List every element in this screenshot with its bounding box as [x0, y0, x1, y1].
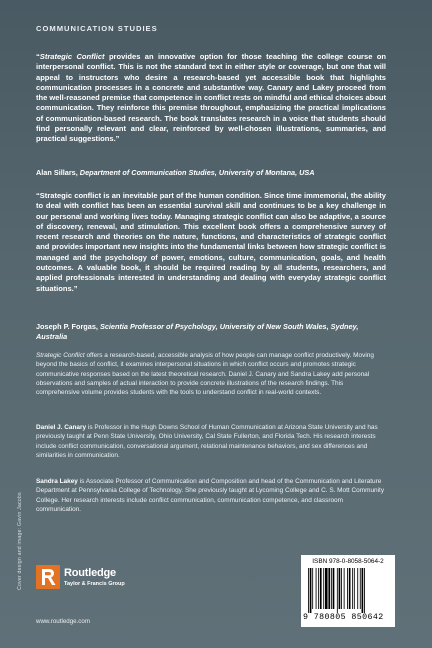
description-text: offers a research-based, accessible analysis of how people can manage conflict productively. Moving beyond the basics of conflict, it examines interpersonal situations in which conflict occurs and promotes strategic communicative responses based on the latest theoretical research. Daniel J. Canary and Sandra Lakey add personal observations and samples of actual interaction to provide concrete illustrations of the research findings. This comprehensive volume provides students with the tools to understand conflict in real-world contexts.	[36, 352, 374, 397]
author-bio-lakey	[36, 477, 388, 514]
book-title-italic: Strategic Conflict	[36, 352, 85, 359]
barcode-icon	[305, 568, 391, 613]
review-attribution-2	[36, 322, 386, 342]
reviewer-affiliation: Department of Communication Studies, University of Montana, USA	[77, 168, 315, 177]
author-name: Daniel J. Canary	[36, 424, 87, 431]
author-bio-canary	[36, 423, 388, 460]
informa-prefix: an	[321, 621, 329, 627]
routledge-logo-icon	[36, 565, 60, 589]
review-quote-1	[36, 52, 386, 145]
reviewer-name: Joseph P. Forgas,	[36, 322, 98, 331]
publisher-group: Taylor & Francis Group	[64, 581, 125, 587]
review-attribution-1	[36, 168, 386, 178]
quote-open: “	[36, 52, 40, 61]
quote-body: provides an innovative option for those teaching the college course on interpersonal conflict. This is not the standard text in either style or coverage, but one that will appeal to instructors who desire a research-based yet accessible book that highlights communication processes in a concrete and substantive way. Canary and Lakey proceed from the well-reasoned premise that competence in conflict rests on mindful and ethical choices about communication. They reinforce this premise throughout, emphasizing the practical implications of communication-based research. The book translates research in a voice that students should find personally relevant and clear, reinforced by well-chosen illustrations, summaries, and practical suggestions.”	[36, 52, 386, 144]
barcode-digits: 9 780805 850642	[303, 613, 384, 622]
author-bio-text: is Professor in the Hugh Downs School of Human Communication at Arizona State University and has previously taught at Penn State University, Ohio University, Cal State Fullerton, and Florida Tech. His research interests include conflict communication, conversational argument, relational maintenance behaviors, and sex differences and similarities in communication.	[36, 424, 378, 460]
reviewer-affiliation: Scientia Professor of Psychology, University of New South Wales, Sydney, Australia	[36, 322, 359, 341]
author-bio-text: is Associate Professor of Communication and Composition and head of the Communication and Literature Department at Pennsylvania College of Technology. She previously taught at Lycoming College and C. S. Mott Community College. Her research interests include conflict communication, communication competence, and classroom communication.	[36, 478, 385, 514]
informa-brand: informa	[328, 621, 350, 627]
publisher-name: Routledge	[64, 567, 116, 579]
reviewer-name: Alan Sillars,	[36, 168, 78, 177]
review-quote-2: “Strategic conflict is an inevitable part of the human condition. Since time immemorial, the ability to deal with conflict has been an essential survival skill and continues to be a key challenge in our personal and working lives today. Managing strategic conflict can also be adaptive, a source of discovery, renewal, and stimulation. This excellent book offers a comprehensive survey of recent research and theories on the nature, functions, and characteristics of strategic conflict and provides important new insights into the fundamental links between how strategic conflict is managed and the psychology of power, emotions, culture, communication, goals, and health outcomes. A valuable book, it should be required reading by all students, researchers, and applied professionals interested in understanding and dealing with everyday strategic conflict situations.”	[36, 191, 386, 293]
isbn-label: ISBN 978-0-8058-5064-2	[312, 558, 384, 565]
author-name: Sandra Lakey	[36, 478, 78, 485]
cover-credit: Cover design and image: Gavin Jacobs	[17, 492, 23, 590]
publisher-url[interactable]: www.routledge.com	[36, 618, 90, 625]
book-title-italic: Strategic Conflict	[39, 52, 105, 61]
informa-suffix: business	[349, 621, 373, 627]
book-description	[36, 351, 388, 398]
category-label: COMMUNICATION STUDIES	[36, 24, 158, 33]
isbn-barcode-box	[301, 555, 395, 627]
informa-business-tag	[321, 621, 373, 627]
